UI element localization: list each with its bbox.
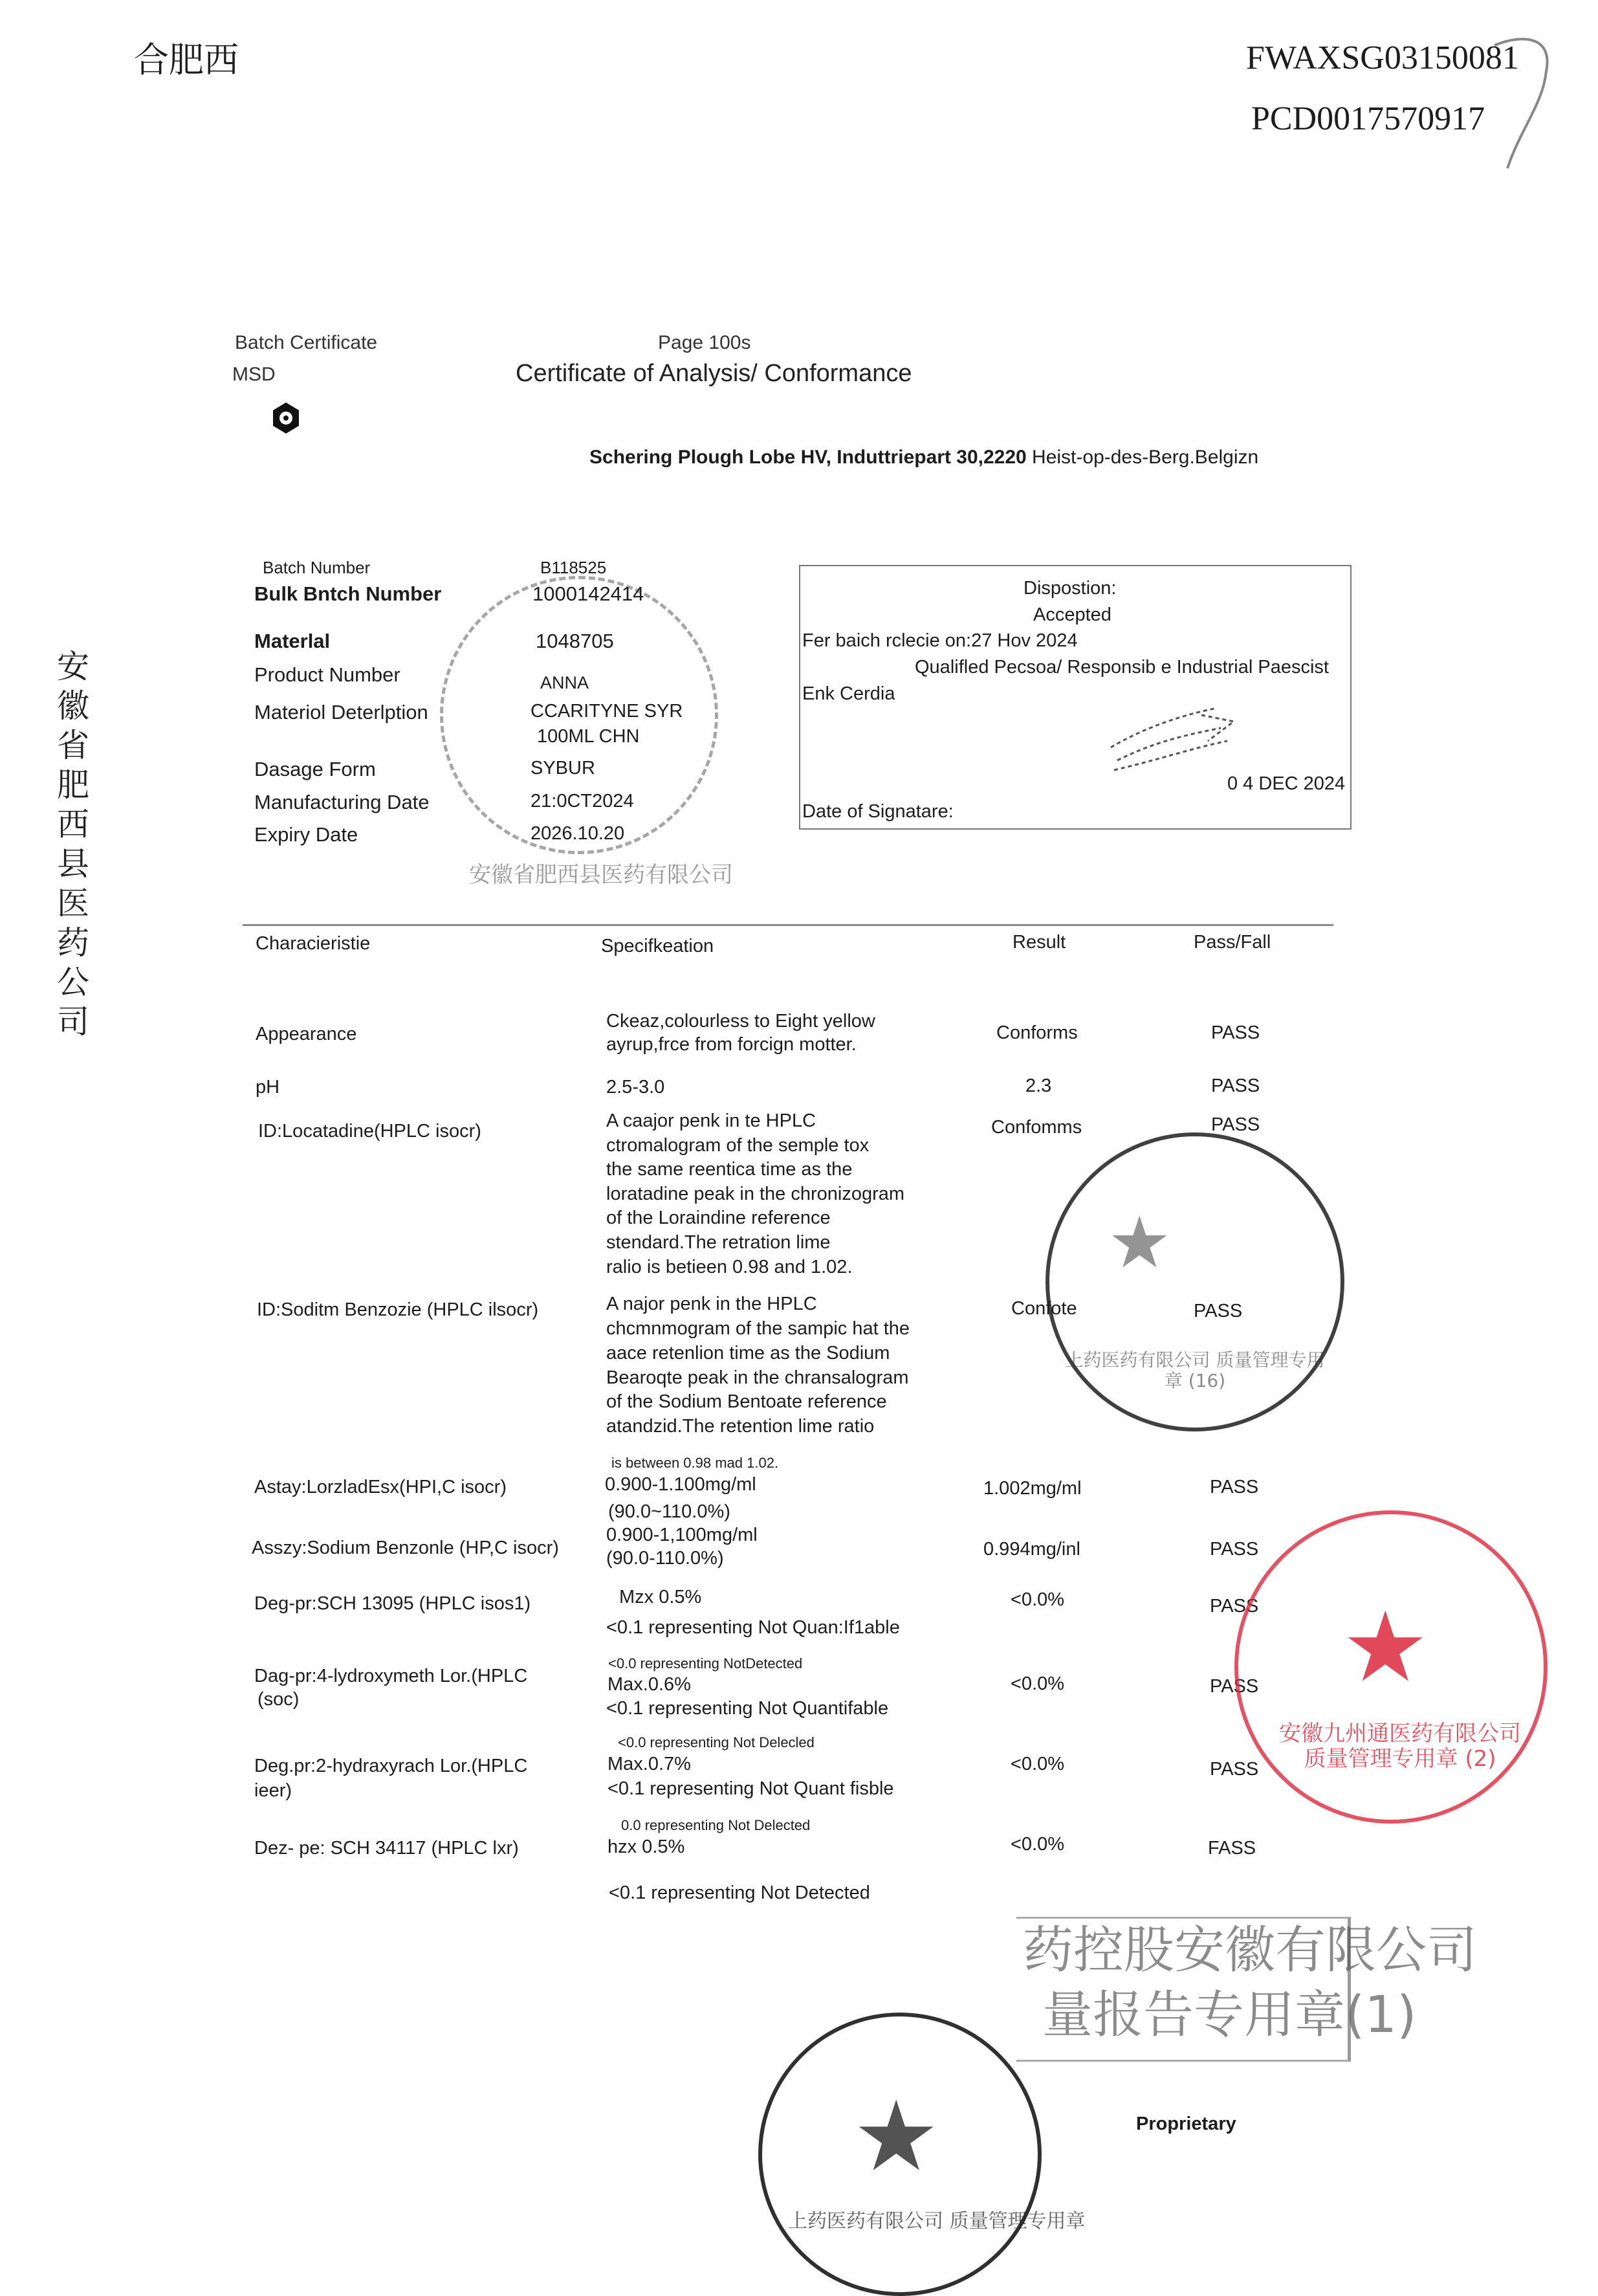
characteristic: Dez- pe: SCH 34117 (HPLC lxr) (254, 1838, 519, 1859)
specification: <0.1 representing Not Quant fisble (607, 1778, 894, 1799)
page-number: Page 100s (658, 332, 751, 353)
column-header-pass-fail: Pass/Fall (1194, 932, 1271, 953)
qualified-person-role: Qualifled Pecsoa/ Responsib e Industrial Paescist (915, 657, 1329, 678)
characteristic: Appearance (256, 1024, 357, 1044)
release-date: Fer baich rclecie on:27 Hov 2024 (802, 630, 1078, 651)
characteristic: Asszy:Sodium Benzonle (HP,C isocr) (252, 1538, 559, 1558)
material-label: Materlal (254, 630, 331, 652)
pass-status: PASS (1211, 1076, 1260, 1096)
msd-logo-icon (270, 401, 301, 435)
material-value: 1048705 (536, 630, 614, 652)
specification: 0.900-1,100mg/ml (606, 1525, 758, 1545)
specification: ctromalogram of the semple tox (606, 1135, 870, 1156)
proprietary-label: Proprietary (1136, 2114, 1236, 2134)
specification: Max.0.7% (607, 1754, 691, 1774)
specification: stendard.The retration lime (606, 1232, 831, 1253)
bottom-round-stamp (758, 2013, 1086, 2296)
batch-certificate-label: Batch Certificate (235, 332, 378, 353)
disposition-heading: Dispostion: (1023, 578, 1117, 599)
product-number-label: Product Number (254, 663, 400, 686)
specification: A caajor penk in te HPLC (606, 1110, 816, 1131)
characteristic: Deg.pr:2-hydraxyrach Lor.(HPLC (254, 1756, 528, 1776)
pass-status: PASS (1210, 1477, 1259, 1497)
column-header-result: Result (1012, 932, 1066, 953)
signature-date: 0 4 DEC 2024 (1227, 773, 1346, 794)
specification: ayrup,frce from forcign motter. (606, 1034, 857, 1055)
product-number-value: ANNA (540, 673, 589, 692)
specification: aace retenlion time as the Sodium (606, 1343, 890, 1363)
result: <0.0% (1011, 1754, 1065, 1774)
characteristic: pH (256, 1077, 280, 1098)
specification: <0.1 representing Not Quan:If1able (606, 1617, 900, 1638)
material-description-line2: 100ML CHN (537, 726, 640, 747)
red-round-stamp (1234, 1510, 1548, 1824)
pass-status: PASS (1194, 1301, 1243, 1321)
result: 2.3 (1025, 1076, 1052, 1096)
specification: of the Loraindine reference (606, 1208, 831, 1228)
batch-number-value: B118525 (540, 558, 607, 577)
msd-label: MSD (232, 364, 276, 385)
specification: Bearoqte peak in the chransalogram (606, 1367, 909, 1388)
stamp-text: 安徽省肥西县医药有限公司 (469, 862, 733, 888)
pass-status: PASS (1211, 1114, 1260, 1135)
specification-note: 0.0 representing Not Delected (621, 1817, 811, 1833)
manufacturer-address (589, 448, 1258, 467)
pass-status: PASS (1210, 1676, 1259, 1697)
specification: loratadine peak in the chronizogram (606, 1184, 905, 1204)
specification: 0.900-1.100mg/ml (605, 1474, 756, 1495)
specification: hzx 0.5% (607, 1837, 685, 1857)
table-top-divider (243, 924, 1333, 926)
specification: A najor penk in the HPLC (606, 1294, 817, 1314)
stamp-text: 药控股安徽有限公司 (1023, 1921, 1478, 1980)
star-icon: ★ (1108, 1203, 1172, 1283)
column-header-specification: Specifkeation (601, 936, 714, 956)
characteristic: Dag-pr:4-lydroxymeth Lor.(HPLC (254, 1666, 528, 1686)
characteristic: ieer) (254, 1780, 292, 1801)
specification: chcmnmogram of the sampic hat the (606, 1318, 910, 1339)
disposition-status: Accepted (1033, 604, 1111, 625)
result: 1.002mg/ml (983, 1478, 1082, 1499)
stamp-text: 上药医药有限公司 质量管理专用章 (788, 2210, 1086, 2233)
specification: Ckeaz,colourless to Eight yellow (606, 1011, 875, 1032)
result: <0.0% (1011, 1834, 1065, 1855)
pass-status: PASS (1210, 1596, 1259, 1617)
handwritten-mark-icon (1482, 32, 1566, 175)
result: 0.994mg/inl (983, 1539, 1080, 1560)
result: Confote (1011, 1298, 1077, 1319)
specification: of the Sodium Bentoate reference (606, 1391, 887, 1412)
reference-code-1: FWAXSG03150081 (1246, 39, 1519, 76)
disposition-box (799, 565, 1352, 830)
specification-note: is between 0.98 mad 1.02. (611, 1455, 779, 1471)
stamp-text: 上药医药有限公司 质量管理专用章 (16) (1065, 1349, 1325, 1392)
reference-code-2: PCD0017570917 (1251, 100, 1485, 137)
address-city: Heist-op-des-Berg.Belgizn (1032, 447, 1259, 468)
characteristic: Astay:LorzladEsx(HPI,C isocr) (254, 1477, 507, 1497)
result: Confomms (991, 1117, 1082, 1138)
bulk-batch-number-label: Bulk Bntch Number (254, 582, 442, 605)
material-description-label: Materiol Deterlption (254, 701, 428, 723)
result: <0.0% (1011, 1673, 1065, 1694)
characteristic: ID:Soditm Benzozie (HPLC ilsocr) (257, 1299, 539, 1320)
specification: (90.0-110.0%) (606, 1548, 724, 1569)
specification: atandzid.The retention lime ratio (606, 1416, 875, 1437)
batch-number-label: Batch Number (263, 558, 371, 577)
characteristic: Deg-pr:SCH 13095 (HPLC isos1) (254, 1593, 531, 1614)
specification: the same reentica time as the (606, 1159, 853, 1180)
address-bold: Schering Plough Lobe HV, Induttriepart 30,2220 (589, 447, 1027, 468)
expiry-date-label: Expiry Date (254, 823, 358, 846)
gray-round-stamp-batch (440, 576, 733, 888)
side-vertical-company-text: 安徽省肥西县医药公司 (57, 648, 89, 1041)
pass-status: PASS (1210, 1759, 1259, 1780)
specification: Max.0.6% (607, 1674, 691, 1695)
material-description-line1: CCARITYNE SYR (531, 701, 683, 722)
result: <0.0% (1011, 1589, 1065, 1610)
qualified-person-name: Enk Cerdia (802, 683, 895, 704)
signature-date-label: Date of Signatare: (802, 801, 954, 822)
characteristic: (soc) (257, 1689, 300, 1710)
manufacturing-date-label: Manufacturing Date (254, 791, 430, 813)
signature-icon (1104, 702, 1253, 773)
column-header-characteristic: Characieristie (256, 933, 371, 954)
company-chinese-name: 合肥西 (134, 41, 239, 80)
result: Conforms (996, 1022, 1078, 1043)
stamp-text: 安徽九州通医药有限公司 质量管理专用章 (2) (1279, 1721, 1521, 1772)
page-title: Certificate of Analysis/ Conformance (516, 360, 912, 387)
star-icon: ★ (853, 2082, 940, 2191)
specification-note: <0.0 representing Not Delecled (618, 1734, 815, 1750)
specification-note: <0.0 representing NotDetected (608, 1655, 803, 1672)
specification: Mzx 0.5% (619, 1587, 702, 1607)
gray-round-stamp-quality (1045, 1132, 1344, 1431)
specification: <0.1 representing Not Quantifable (606, 1698, 889, 1719)
specification-note: (90.0~110.0%) (608, 1501, 730, 1522)
stamp-text: 量报告专用章(1) (1042, 1986, 1417, 2044)
specification: 2.5-3.0 (606, 1077, 665, 1098)
star-icon: ★ (1342, 1593, 1429, 1701)
bulk-batch-number-value: 1000142414 (532, 582, 644, 605)
pass-status: PASS (1210, 1539, 1259, 1560)
manufacturing-date-value: 21:0CT2024 (531, 791, 634, 811)
pass-status: PASS (1211, 1022, 1260, 1043)
specification: <0.1 representing Not Detected (609, 1882, 870, 1903)
rectangular-report-stamp (1016, 1917, 1478, 2062)
expiry-date-value: 2026.10.20 (531, 823, 625, 844)
dosage-form-value: SYBUR (531, 758, 595, 778)
characteristic: ID:Locatadine(HPLC isocr) (258, 1121, 481, 1142)
pass-status: FASS (1208, 1838, 1256, 1859)
specification: ralio is betieen 0.98 and 1.02. (606, 1257, 853, 1277)
dosage-form-label: Dasage Form (254, 758, 376, 780)
